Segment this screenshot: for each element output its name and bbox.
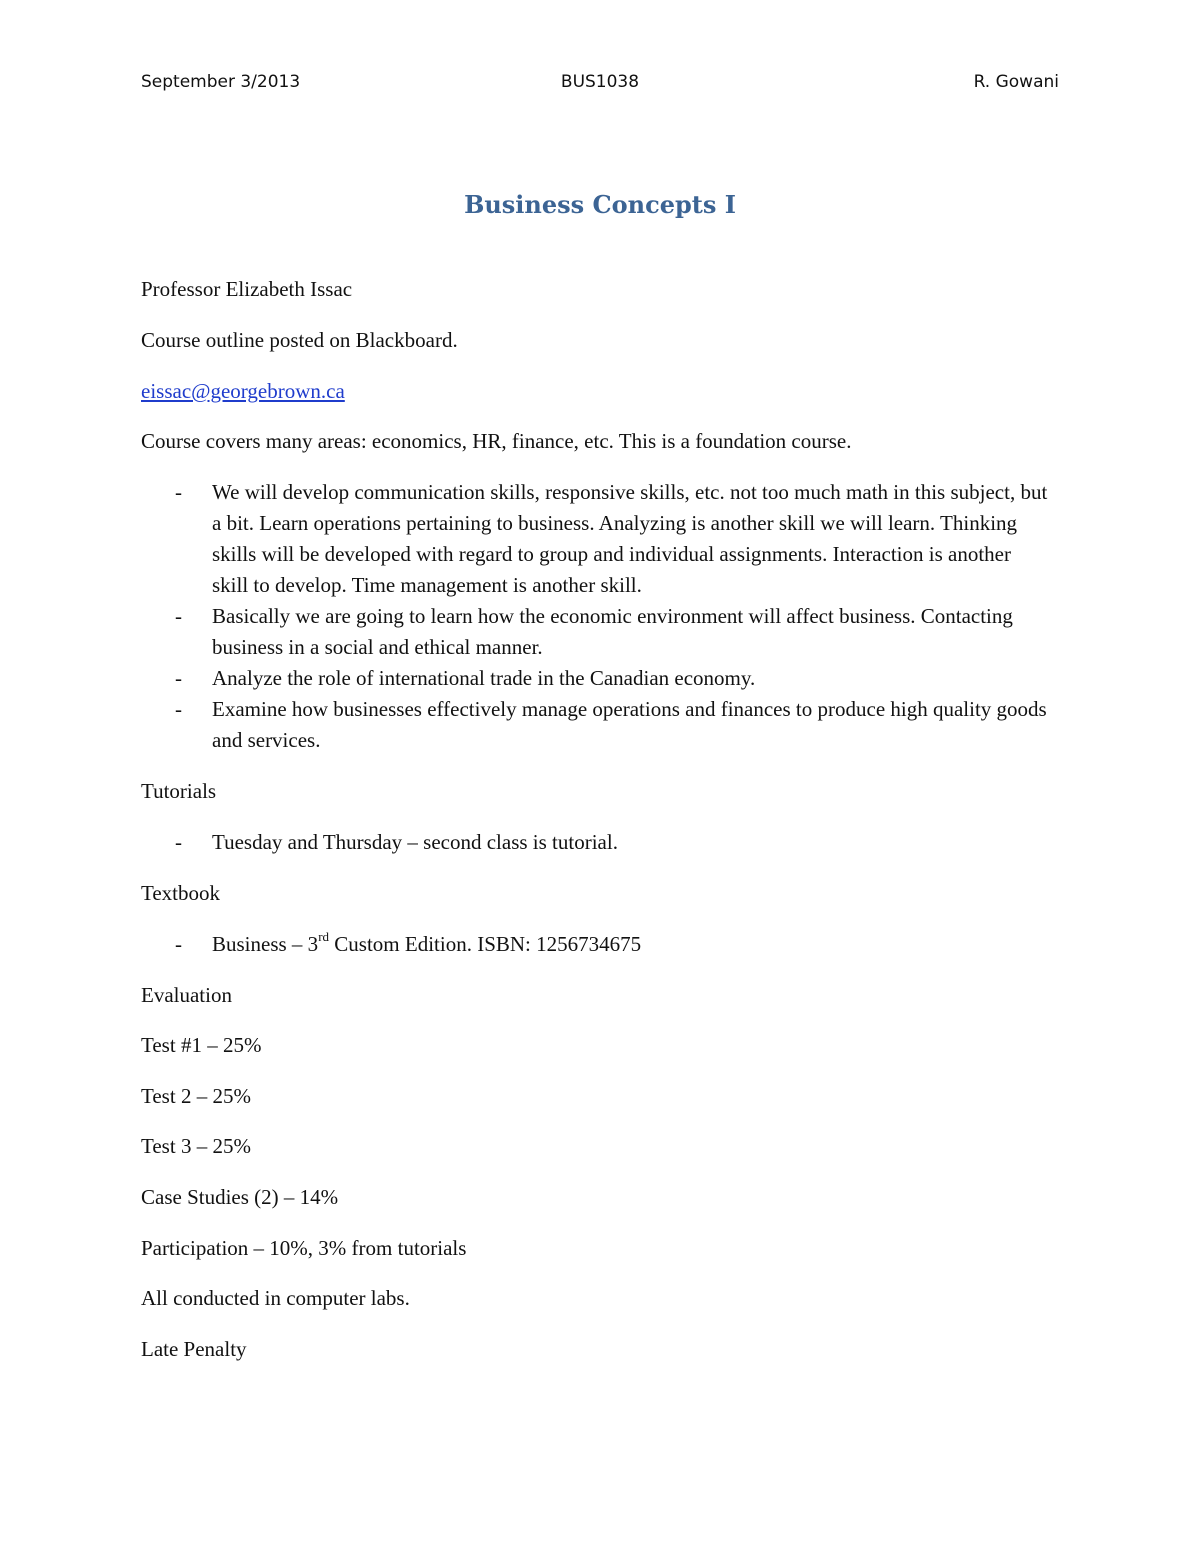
professor-line: Professor Elizabeth Issac xyxy=(141,277,353,301)
bullet-text: Analyze the role of international trade in the Canadian economy. xyxy=(212,666,756,690)
bullet-dash: - xyxy=(175,932,182,956)
tutorials-heading: Tutorials xyxy=(141,779,217,803)
document-title: Business Concepts I xyxy=(464,190,736,219)
bullet-text: Examine how businesses effectively manage operations and finances to produce high quality goods and services. xyxy=(212,697,1047,752)
email-link[interactable] xyxy=(141,376,345,407)
evaluation-item: Test 2 – 25% xyxy=(141,1084,251,1108)
evaluation-item: Test #1 – 25% xyxy=(141,1033,262,1057)
bullet-dash: - xyxy=(175,697,182,721)
tutorials-item: Tuesday and Thursday – second class is tutorial. xyxy=(212,830,618,854)
evaluation-heading: Evaluation xyxy=(141,983,232,1007)
page-header xyxy=(141,72,1059,98)
textbook-heading: Textbook xyxy=(141,881,221,905)
header-author: R. Gowani xyxy=(973,72,1059,92)
evaluation-item: All conducted in computer labs. xyxy=(141,1286,410,1310)
bullet-dash: - xyxy=(175,480,182,504)
header-course-code: BUS1038 xyxy=(560,72,640,92)
evaluation-item: Participation – 10%, 3% from tutorials xyxy=(141,1236,467,1260)
bullet-text: We will develop communication skills, responsive skills, etc. not too much math in this subject, but a bit. Learn operations pertaining to business. Analyzing is another skill we will learn. Thinking skills will be developed with regard to group and individual assignments. Interaction is another skill to develop. Time management is another skill. xyxy=(212,480,1048,597)
header-date: September 3/2013 xyxy=(141,72,301,92)
textbook-item xyxy=(212,929,1052,960)
email-link-text[interactable]: eissac@georgebrown.ca xyxy=(141,379,345,403)
bullet-text: Basically we are going to learn how the economic environment will affect business. Contacting business in a social and ethical manner. xyxy=(212,604,1013,659)
textbook-item-prefix: Business – 3 xyxy=(212,932,319,956)
course-covers-line: Course covers many areas: economics, HR, finance, etc. This is a foundation course. xyxy=(141,429,852,453)
bullet-dash: - xyxy=(175,666,182,690)
textbook-item-sup: rd xyxy=(318,929,330,944)
outline-line: Course outline posted on Blackboard. xyxy=(141,328,458,352)
late-penalty-heading: Late Penalty xyxy=(141,1337,247,1361)
evaluation-item: Case Studies (2) – 14% xyxy=(141,1185,339,1209)
evaluation-item: Test 3 – 25% xyxy=(141,1134,251,1158)
textbook-item-suffix: Custom Edition. ISBN: 1256734675 xyxy=(329,932,642,956)
bullet-dash: - xyxy=(175,830,182,854)
bullet-dash: - xyxy=(175,604,182,628)
